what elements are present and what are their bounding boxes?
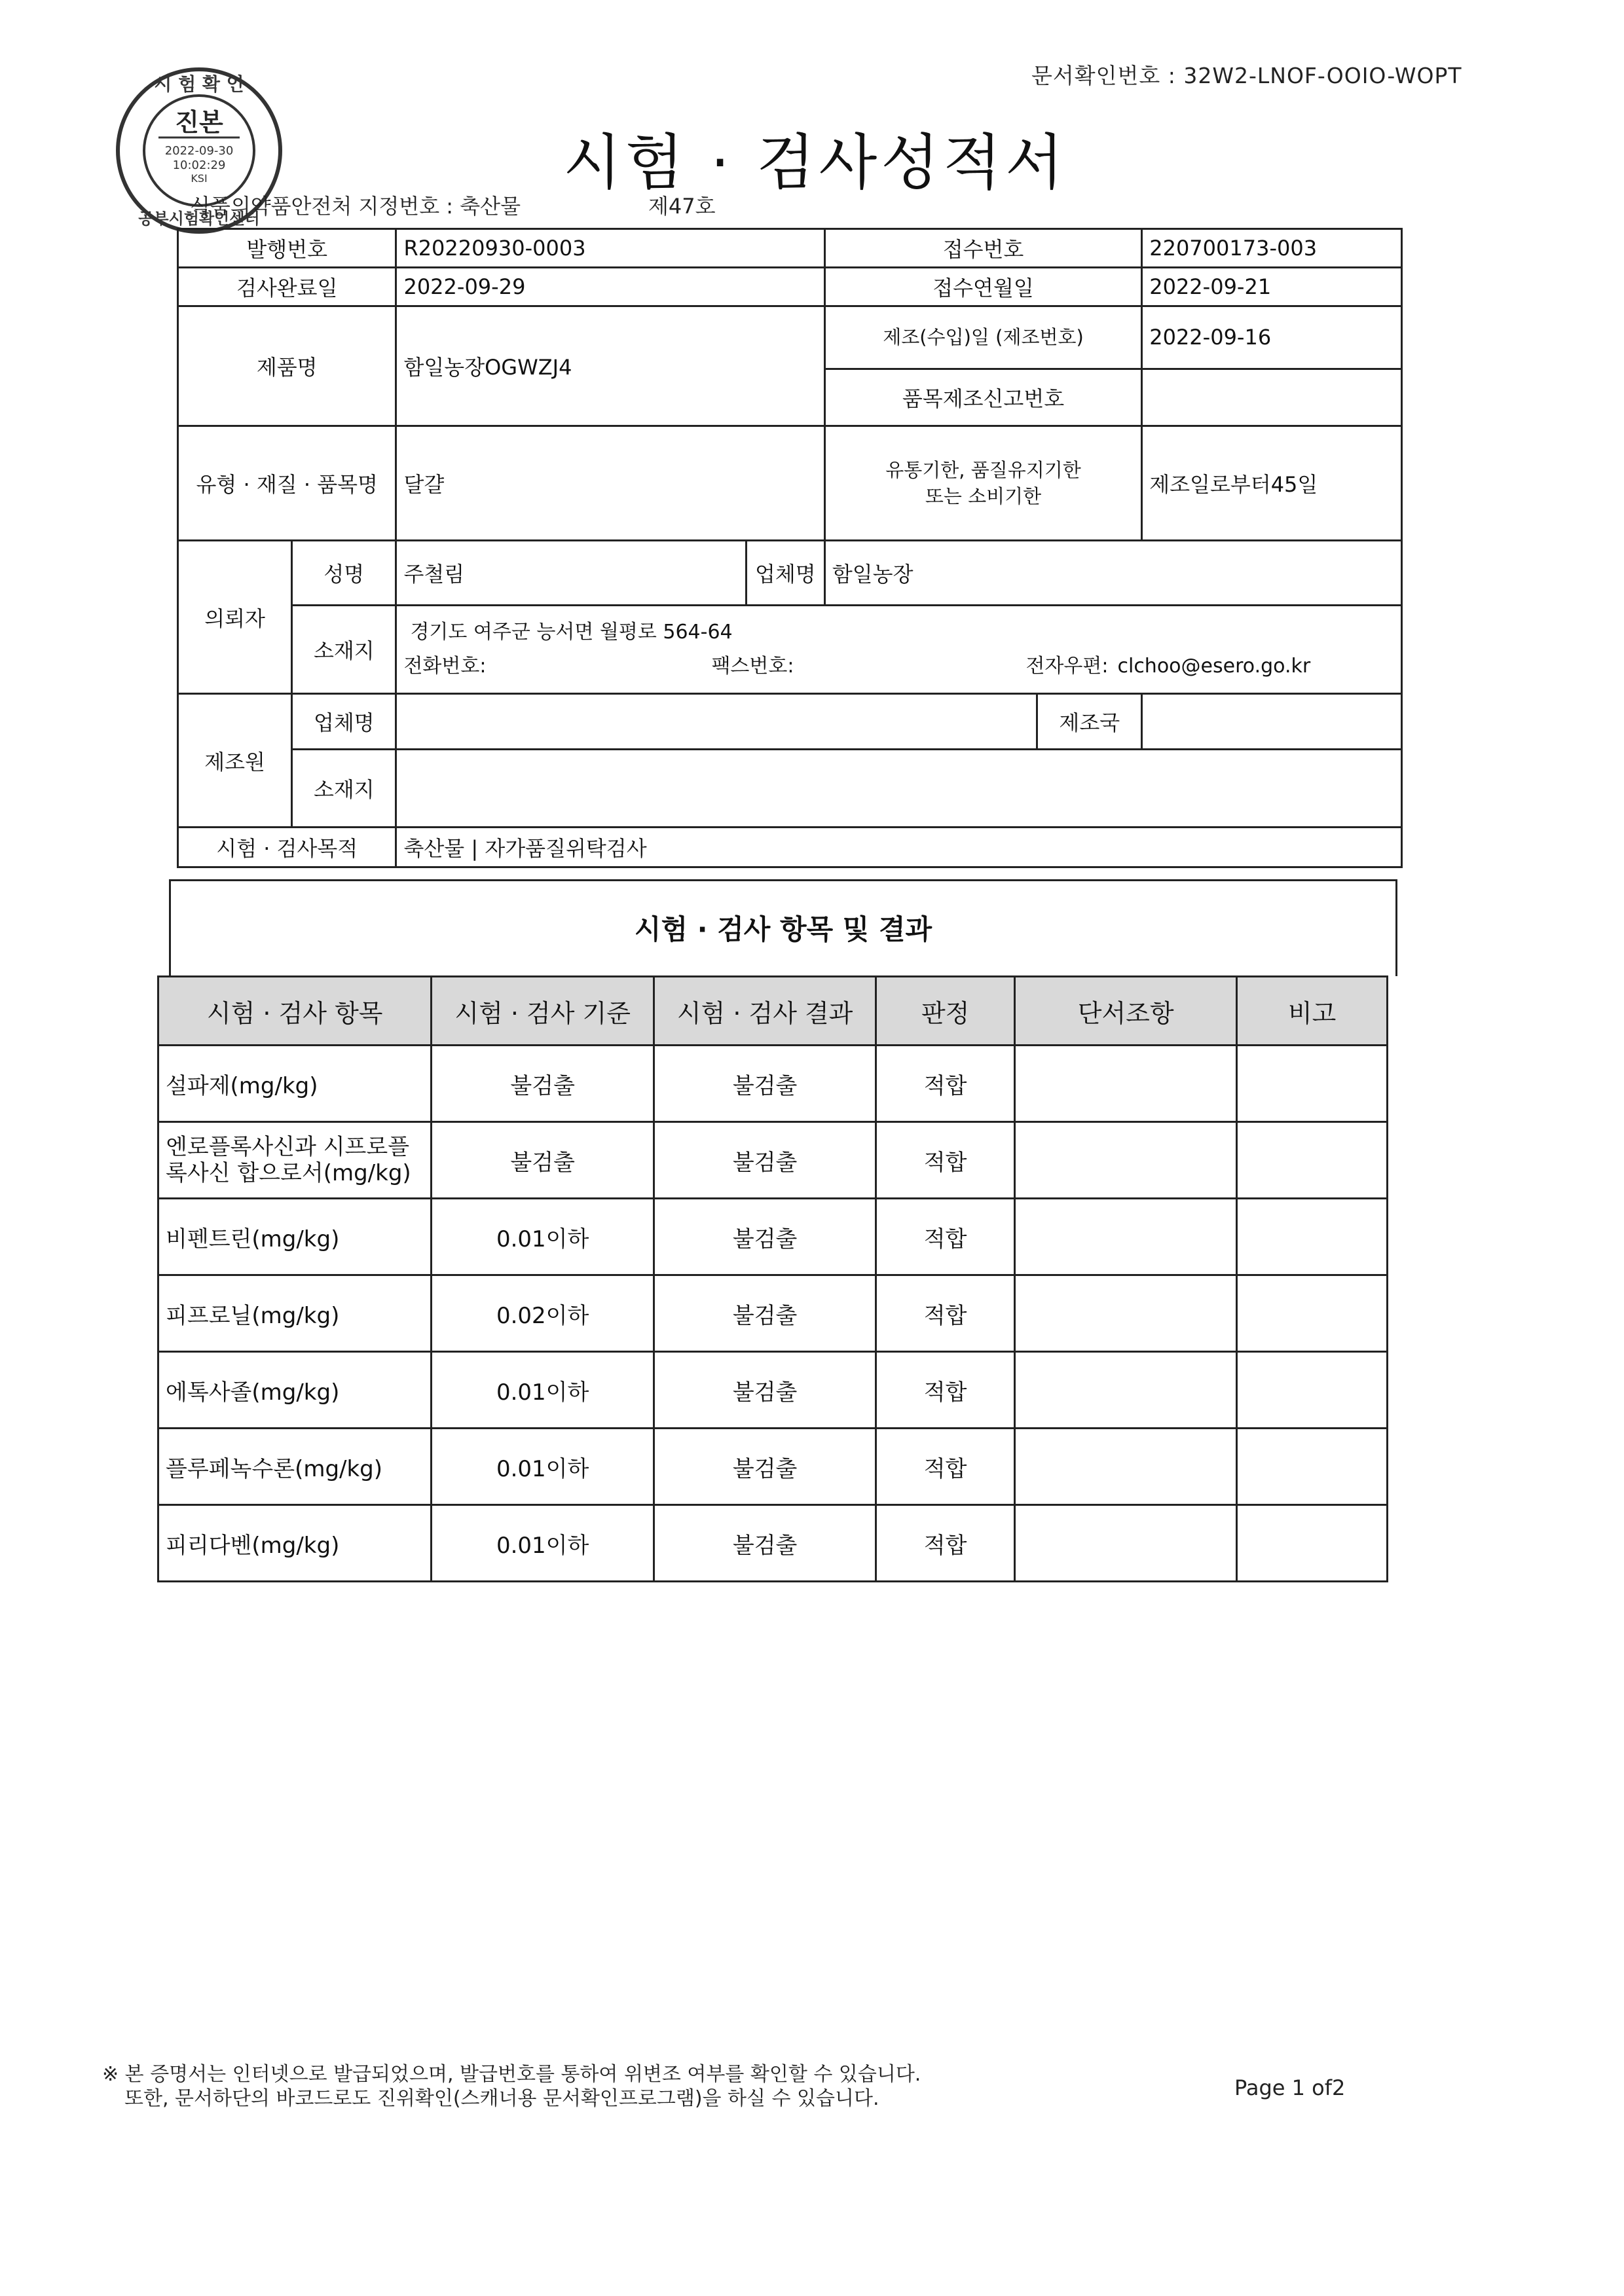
info-table bbox=[177, 228, 1403, 868]
mfr-address-value bbox=[396, 750, 1402, 828]
table-row bbox=[158, 1199, 1388, 1275]
row-verdict: 적합 bbox=[876, 1122, 1015, 1199]
email-value: clchoo@esero.go.kr bbox=[1117, 655, 1311, 678]
row-remark bbox=[1237, 1505, 1388, 1582]
requester-address-label: 소재지 bbox=[292, 606, 396, 694]
item-report-label: 품목제조신고번호 bbox=[824, 369, 1141, 426]
row-verdict: 적합 bbox=[876, 1429, 1015, 1505]
row-item: 설파제(mg/kg) bbox=[158, 1046, 432, 1122]
row-result: 불검출 bbox=[654, 1122, 876, 1199]
row-item: 비펜트린(mg/kg) bbox=[158, 1199, 432, 1275]
row-note bbox=[1014, 1122, 1236, 1199]
receipt-date-label: 접수연월일 bbox=[824, 268, 1141, 306]
table-row bbox=[158, 1429, 1388, 1505]
receipt-date-value: 2022-09-21 bbox=[1142, 268, 1402, 306]
row-item: 엔로플록사신과 시프로플록사신 합으로서(mg/kg) bbox=[158, 1122, 432, 1199]
item-report-value bbox=[1142, 369, 1402, 426]
phone-label: 전화번호: bbox=[403, 655, 487, 678]
table-row bbox=[158, 1275, 1388, 1352]
results-section-title: 시험 · 검사 항목 및 결과 bbox=[169, 879, 1397, 976]
stamp-time: 10:02:29 bbox=[172, 158, 226, 172]
registration-label: 식품의약품안전처 지정번호 : 축산물 bbox=[190, 194, 521, 219]
mfr-company-value bbox=[396, 694, 1037, 750]
stamp-top-text: 시 험 확 인 bbox=[154, 73, 244, 95]
stamp-date: 2022-09-30 bbox=[164, 144, 234, 158]
expiry-label-line1: 유통기한, 품질유지기한 bbox=[885, 459, 1081, 481]
row-item: 플루페녹수론(mg/kg) bbox=[158, 1429, 432, 1505]
purpose-label: 시험 · 검사목적 bbox=[178, 828, 396, 867]
row-result: 불검출 bbox=[654, 1199, 876, 1275]
header-remark: 비고 bbox=[1237, 977, 1388, 1046]
row-note bbox=[1014, 1352, 1236, 1429]
row-remark bbox=[1237, 1275, 1388, 1352]
row-verdict: 적합 bbox=[876, 1352, 1015, 1429]
page-number: Page 1 of2 bbox=[1234, 2075, 1346, 2100]
fax-label: 팩스번호: bbox=[711, 655, 794, 678]
header-verdict: 판정 bbox=[876, 977, 1015, 1046]
row-remark bbox=[1237, 1199, 1388, 1275]
row-result: 불검출 bbox=[654, 1352, 876, 1429]
header-note: 단서조항 bbox=[1014, 977, 1236, 1046]
row-item: 피리다벤(mg/kg) bbox=[158, 1505, 432, 1582]
mfr-country-value bbox=[1142, 694, 1402, 750]
mfr-country-label: 제조국 bbox=[1037, 694, 1142, 750]
results-table bbox=[157, 975, 1388, 1582]
row-result: 불검출 bbox=[654, 1429, 876, 1505]
row-remark bbox=[1237, 1122, 1388, 1199]
row-note bbox=[1014, 1505, 1236, 1582]
row-item: 에톡사졸(mg/kg) bbox=[158, 1352, 432, 1429]
expiry-label-line2: 또는 소비기한 bbox=[925, 485, 1042, 507]
mfg-date-value: 2022-09-16 bbox=[1142, 306, 1402, 369]
row-standard: 0.01이하 bbox=[432, 1199, 654, 1275]
footer-notice-line1: ※ 본 증명서는 인터넷으로 발급되었으며, 발급번호를 통하여 위변조 여부를 확인할 수 있습니다. bbox=[102, 2063, 921, 2086]
row-note bbox=[1014, 1199, 1236, 1275]
expiry-label bbox=[824, 426, 1141, 541]
requester-company-value: 함일농장 bbox=[824, 541, 1401, 606]
row-note bbox=[1014, 1429, 1236, 1505]
mfg-date-label: 제조(수입)일 (제조번호) bbox=[824, 306, 1141, 369]
purpose-value: 축산물 | 자가품질위탁검사 bbox=[396, 828, 1402, 867]
requester-name-label: 성명 bbox=[292, 541, 396, 606]
row-standard: 불검출 bbox=[432, 1122, 654, 1199]
row-note bbox=[1014, 1275, 1236, 1352]
requester-address-value: 경기도 여주군 능서면 월평로 564-64 bbox=[410, 621, 733, 644]
table-row bbox=[158, 1046, 1388, 1122]
row-result: 불검출 bbox=[654, 1505, 876, 1582]
row-verdict: 적합 bbox=[876, 1275, 1015, 1352]
receipt-no-label: 접수번호 bbox=[824, 229, 1141, 268]
table-row bbox=[158, 1352, 1388, 1429]
document-title: 시험 · 검사성적서 bbox=[563, 128, 1067, 198]
results-header-row bbox=[158, 977, 1388, 1046]
row-standard: 0.01이하 bbox=[432, 1505, 654, 1582]
email-label: 전자우편: bbox=[1025, 655, 1109, 678]
complete-date-value: 2022-09-29 bbox=[396, 268, 824, 306]
row-standard: 0.02이하 bbox=[432, 1275, 654, 1352]
header-result: 시험 · 검사 결과 bbox=[654, 977, 876, 1046]
requester-label: 의뢰자 bbox=[178, 541, 292, 694]
row-result: 불검출 bbox=[654, 1275, 876, 1352]
mfr-address-label: 소재지 bbox=[292, 750, 396, 828]
table-row bbox=[158, 1122, 1388, 1199]
issue-no-value: R20220930-0003 bbox=[396, 229, 824, 268]
expiry-value: 제조일로부터45일 bbox=[1142, 426, 1402, 541]
receipt-no-value: 220700173-003 bbox=[1142, 229, 1402, 268]
manufacturer-label: 제조원 bbox=[178, 694, 292, 828]
stamp-bottom-text: 공부시험확인센터 bbox=[138, 210, 260, 228]
complete-date-label: 검사완료일 bbox=[178, 268, 396, 306]
header-item: 시험 · 검사 항목 bbox=[158, 977, 432, 1046]
requester-company-label: 업체명 bbox=[746, 541, 824, 606]
row-standard: 불검출 bbox=[432, 1046, 654, 1122]
row-standard: 0.01이하 bbox=[432, 1352, 654, 1429]
row-standard: 0.01이하 bbox=[432, 1429, 654, 1505]
row-remark bbox=[1237, 1046, 1388, 1122]
stamp-middle-text: 진본 bbox=[175, 108, 223, 137]
row-verdict: 적합 bbox=[876, 1046, 1015, 1122]
mfr-company-label: 업체명 bbox=[292, 694, 396, 750]
row-remark bbox=[1237, 1429, 1388, 1505]
row-item: 피프로닐(mg/kg) bbox=[158, 1275, 432, 1352]
table-row bbox=[158, 1505, 1388, 1582]
registration-number: 제47호 bbox=[648, 194, 716, 219]
header-standard: 시험 · 검사 기준 bbox=[432, 977, 654, 1046]
row-note bbox=[1014, 1046, 1236, 1122]
stamp-code: KSI bbox=[191, 172, 208, 185]
product-value: 함일농장OGWZJ4 bbox=[396, 306, 824, 426]
row-verdict: 적합 bbox=[876, 1199, 1015, 1275]
row-result: 불검출 bbox=[654, 1046, 876, 1122]
requester-name-value: 주철림 bbox=[396, 541, 746, 606]
type-label: 유형 · 재질 · 품목명 bbox=[178, 426, 396, 541]
row-verdict: 적합 bbox=[876, 1505, 1015, 1582]
product-label: 제품명 bbox=[178, 306, 396, 426]
row-remark bbox=[1237, 1352, 1388, 1429]
contact-row bbox=[403, 649, 1394, 683]
requester-address-cell bbox=[396, 606, 1402, 694]
type-value: 달걀 bbox=[396, 426, 824, 541]
footer-notice-line2: 또한, 문서하단의 바코드로도 진위확인(스캐너용 문서확인프로그램)을 하실 수 있습니다. bbox=[124, 2087, 879, 2110]
issue-no-label: 발행번호 bbox=[178, 229, 396, 268]
document-confirm-number: 문서확인번호 : 32W2-LNOF-OOIO-WOPT bbox=[1031, 63, 1462, 88]
